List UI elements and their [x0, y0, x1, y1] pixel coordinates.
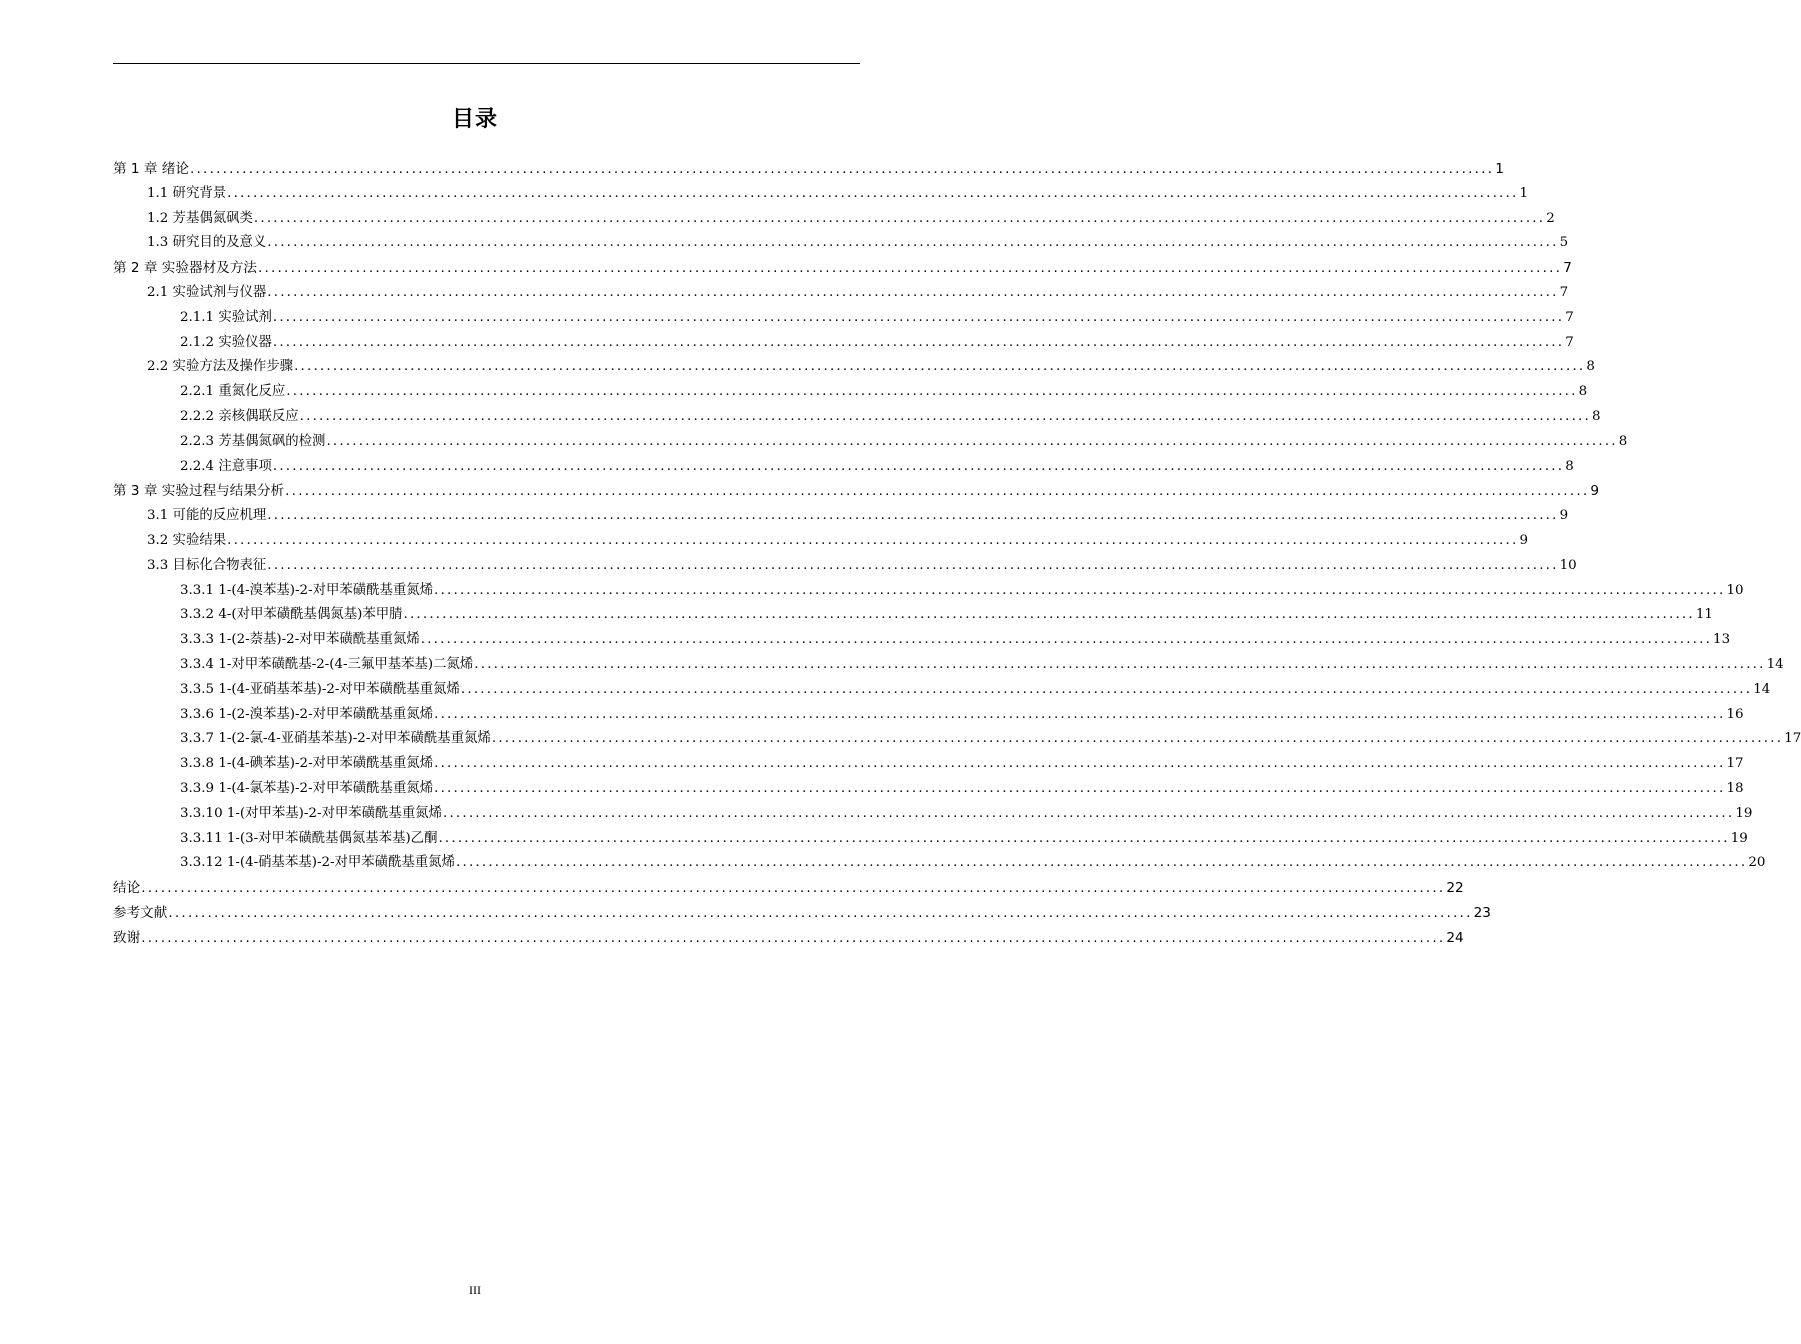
- toc-entry-page: 19: [1735, 805, 1753, 821]
- toc-entry-page: 7: [1559, 284, 1569, 300]
- toc-leader-dots: ........................................................................................................................................................................................................: [456, 855, 1748, 871]
- toc-entry-page: 2: [1546, 210, 1555, 226]
- toc-entry-label: 3.3.1 1-(4-溴苯基)-2-对甲苯磺酰基重氮烯: [180, 582, 434, 598]
- toc-entry-label: 3.1 可能的反应机理: [147, 508, 267, 524]
- toc-entry-page: 14: [1766, 656, 1784, 672]
- toc-entry[interactable]: [113, 231, 1569, 256]
- toc-entry-page: 19: [1730, 830, 1748, 846]
- toc-entry[interactable]: [113, 678, 1771, 703]
- toc-entry[interactable]: [113, 628, 1731, 653]
- toc-leader-dots: ........................................................................................................................................................................................................: [286, 384, 1578, 400]
- toc-entry-label: 第 1 章 绪论: [113, 161, 189, 177]
- toc-entry-label: 3.3.6 1-(2-溴苯基)-2-对甲苯磺酰基重氮烯: [180, 706, 434, 722]
- toc-entry-page: 1: [1519, 185, 1528, 201]
- toc-leader-dots: ........................................................................................................................................................................................................: [257, 260, 1563, 277]
- toc-entry[interactable]: [113, 851, 1766, 876]
- toc-entry-page: 11: [1695, 607, 1713, 623]
- toc-entry[interactable]: [113, 281, 1569, 306]
- toc-entry[interactable]: [113, 182, 1528, 207]
- toc-entry-page: 24: [1446, 929, 1464, 946]
- toc-entry[interactable]: [113, 554, 1577, 579]
- toc-leader-dots: ........................................................................................................................................................................................................: [434, 780, 1726, 796]
- toc-entry[interactable]: [113, 430, 1628, 455]
- toc-leader-dots: ........................................................................................................................................................................................................: [141, 929, 1446, 946]
- toc-leader-dots: ........................................................................................................................................................................................................: [474, 656, 1766, 672]
- toc-leader-dots: ........................................................................................................................................................................................................: [253, 210, 1546, 226]
- toc-leader-dots: ........................................................................................................................................................................................................: [299, 408, 1591, 424]
- toc-entry-label: 2.1.1 实验试剂: [180, 309, 272, 325]
- toc-entry[interactable]: [113, 603, 1713, 628]
- toc-entry-page: 8: [1565, 458, 1574, 474]
- toc-entry-label: 3.3.4 1-对甲苯磺酰基-2-(4-三氟甲基苯基)二氮烯: [180, 656, 474, 672]
- toc-leader-dots: ........................................................................................................................................................................................................: [326, 433, 1618, 449]
- toc-entry-label: 3.3.10 1-(对甲苯基)-2-对甲苯磺酰基重氮烯: [180, 805, 442, 821]
- toc-leader-dots: ........................................................................................................................................................................................................: [294, 359, 1586, 375]
- toc-leader-dots: ........................................................................................................................................................................................................: [267, 284, 1559, 300]
- toc-entry-label: 2.1 实验试剂与仪器: [147, 284, 267, 300]
- table-of-contents: [113, 157, 1801, 951]
- toc-entry[interactable]: [113, 876, 1464, 901]
- toc-entry-label: 3.3.5 1-(4-亚硝基苯基)-2-对甲苯磺酰基重氮烯: [180, 681, 460, 697]
- toc-entry-page: 14: [1753, 681, 1771, 697]
- toc-entry[interactable]: [113, 331, 1574, 356]
- toc-entry[interactable]: [113, 479, 1600, 504]
- toc-leader-dots: ........................................................................................................................................................................................................: [434, 706, 1726, 722]
- toc-entry-page: 8: [1618, 433, 1628, 449]
- toc-entry-label: 2.1.2 实验仪器: [180, 334, 272, 350]
- toc-entry-page: 7: [1565, 334, 1574, 350]
- header-rule: [113, 63, 860, 64]
- toc-entry-page: 22: [1446, 880, 1464, 897]
- toc-leader-dots: ........................................................................................................................................................................................................: [420, 632, 1713, 648]
- toc-entry-label: 参考文献: [113, 904, 168, 921]
- toc-entry-page: 1: [1495, 161, 1504, 177]
- toc-leader-dots: ........................................................................................................................................................................................................: [272, 458, 1565, 474]
- toc-leader-dots: ........................................................................................................................................................................................................: [190, 161, 1495, 177]
- toc-entry[interactable]: [113, 157, 1504, 182]
- toc-entry[interactable]: [113, 827, 1748, 852]
- toc-entry[interactable]: [113, 355, 1595, 380]
- toc-entry-page: 5: [1559, 235, 1569, 251]
- toc-entry-page: 17: [1784, 731, 1801, 747]
- toc-entry-label: 1.3 研究目的及意义: [147, 235, 267, 251]
- toc-leader-dots: ........................................................................................................................................................................................................: [227, 185, 1519, 201]
- toc-entry[interactable]: [113, 529, 1528, 554]
- toc-leader-dots: ........................................................................................................................................................................................................: [272, 334, 1565, 350]
- toc-entry[interactable]: [113, 380, 1588, 405]
- toc-entry[interactable]: [113, 455, 1574, 480]
- toc-entry-label: 3.3 目标化合物表征: [147, 557, 267, 573]
- toc-entry-page: 7: [1565, 309, 1574, 325]
- toc-entry[interactable]: [113, 504, 1569, 529]
- toc-entry-label: 2.2 实验方法及操作步骤: [147, 359, 294, 375]
- toc-entry-page: 23: [1473, 904, 1491, 921]
- toc-entry[interactable]: [113, 926, 1464, 951]
- toc-entry[interactable]: [113, 306, 1574, 331]
- toc-entry-label: 3.3.3 1-(2-萘基)-2-对甲苯磺酰基重氮烯: [180, 632, 420, 648]
- toc-entry-page: 7: [1563, 260, 1572, 277]
- toc-entry-label: 1.1 研究背景: [147, 185, 227, 201]
- toc-entry-page: 17: [1726, 756, 1744, 772]
- toc-entry-page: 18: [1726, 780, 1744, 796]
- toc-entry-label: 3.3.11 1-(3-对甲苯磺酰基偶氮基苯基)乙酮: [180, 830, 438, 846]
- toc-entry[interactable]: [113, 256, 1572, 281]
- toc-entry-label: 3.3.9 1-(4-氯苯基)-2-对甲苯磺酰基重氮烯: [180, 780, 434, 796]
- toc-leader-dots: ........................................................................................................................................................................................................: [267, 508, 1559, 524]
- toc-entry-page: 9: [1519, 532, 1528, 548]
- toc-entry-page: 10: [1726, 582, 1744, 598]
- toc-leader-dots: ........................................................................................................................................................................................................: [434, 582, 1726, 598]
- toc-entry-label: 3.3.12 1-(4-硝基苯基)-2-对甲苯磺酰基重氮烯: [180, 855, 456, 871]
- toc-entry-label: 3.3.7 1-(2-氯-4-亚硝基苯基)-2-对甲苯磺酰基重氮烯: [180, 731, 491, 747]
- page-number-footer: III: [469, 1283, 481, 1297]
- toc-entry[interactable]: [113, 752, 1744, 777]
- toc-entry-label: 2.2.4 注意事项: [180, 458, 272, 474]
- toc-leader-dots: ........................................................................................................................................................................................................: [403, 607, 1695, 623]
- toc-leader-dots: ........................................................................................................................................................................................................: [491, 731, 1784, 747]
- toc-entry-page: 8: [1586, 359, 1595, 375]
- toc-entry-page: 9: [1559, 508, 1569, 524]
- toc-entry[interactable]: [113, 703, 1744, 728]
- toc-entry-label: 致谢: [113, 929, 141, 946]
- toc-entry[interactable]: [113, 405, 1601, 430]
- toc-entry[interactable]: [113, 207, 1555, 232]
- toc-entry-page: 9: [1590, 483, 1600, 500]
- toc-entry[interactable]: [113, 777, 1744, 802]
- toc-entry-label: 3.3.8 1-(4-碘苯基)-2-对甲苯磺酰基重氮烯: [180, 756, 434, 772]
- toc-leader-dots: ........................................................................................................................................................................................................: [141, 880, 1446, 897]
- toc-entry-label: 结论: [113, 880, 141, 897]
- toc-entry-label: 第 3 章 实验过程与结果分析: [113, 483, 285, 500]
- toc-entry-page: 10: [1559, 557, 1577, 573]
- toc-entry-page: 20: [1748, 855, 1766, 871]
- toc-leader-dots: ........................................................................................................................................................................................................: [267, 235, 1559, 251]
- toc-entry[interactable]: [113, 727, 1801, 752]
- toc-leader-dots: ........................................................................................................................................................................................................: [272, 309, 1565, 325]
- page-title: 目录: [451, 107, 498, 132]
- toc-entry-page: 8: [1591, 408, 1601, 424]
- toc-entry-label: 3.2 实验结果: [147, 532, 227, 548]
- toc-entry[interactable]: [113, 901, 1491, 926]
- toc-leader-dots: ........................................................................................................................................................................................................: [168, 904, 1473, 921]
- toc-entry-label: 3.3.2 4-(对甲苯磺酰基偶氮基)苯甲腈: [180, 607, 403, 623]
- toc-leader-dots: ........................................................................................................................................................................................................: [438, 830, 1730, 846]
- toc-leader-dots: ........................................................................................................................................................................................................: [443, 805, 1735, 821]
- toc-entry[interactable]: [113, 802, 1753, 827]
- toc-entry-label: 第 2 章 实验器材及方法: [113, 260, 257, 277]
- toc-leader-dots: ........................................................................................................................................................................................................: [460, 681, 1753, 697]
- toc-entry[interactable]: [113, 579, 1744, 604]
- toc-leader-dots: ........................................................................................................................................................................................................: [227, 532, 1519, 548]
- toc-entry-page: 16: [1726, 706, 1744, 722]
- toc-entry-page: 8: [1578, 384, 1588, 400]
- toc-leader-dots: ........................................................................................................................................................................................................: [434, 756, 1726, 772]
- toc-entry-label: 1.2 芳基偶氮砜类: [147, 210, 253, 226]
- toc-entry[interactable]: [113, 653, 1784, 678]
- toc-leader-dots: ........................................................................................................................................................................................................: [267, 557, 1559, 573]
- toc-leader-dots: ........................................................................................................................................................................................................: [285, 483, 1590, 500]
- toc-entry-label: 2.2.1 重氮化反应: [180, 384, 286, 400]
- toc-entry-label: 2.2.2 亲核偶联反应: [180, 408, 299, 424]
- toc-entry-label: 2.2.3 芳基偶氮砜的检测: [180, 433, 326, 449]
- toc-entry-page: 13: [1713, 632, 1731, 648]
